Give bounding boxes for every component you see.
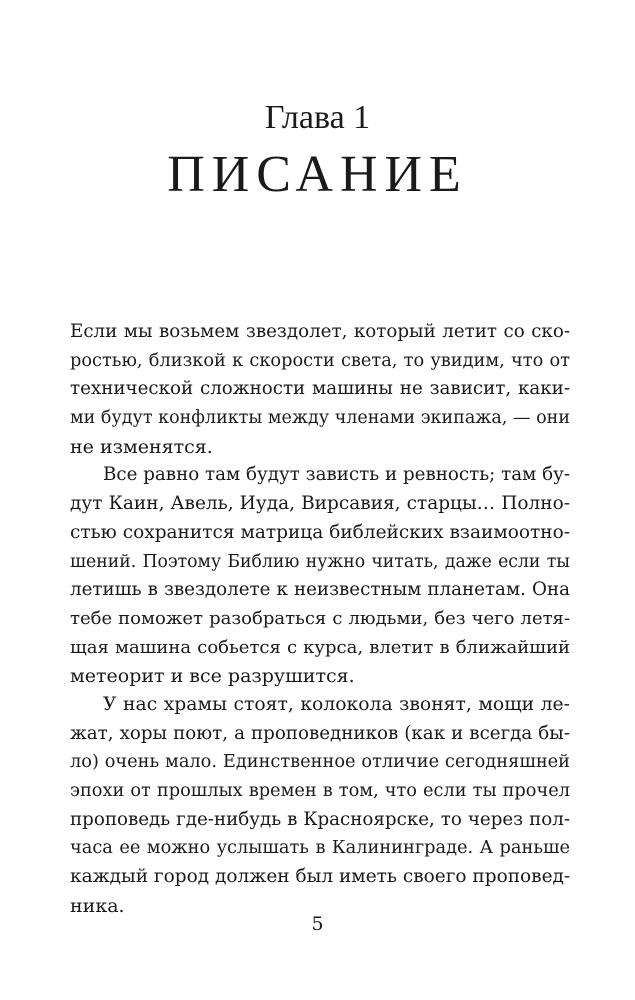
text-line: эпохи от прошлых времен в том, что если ты прочел bbox=[70, 781, 570, 801]
text-line: летишь в звездолете к неизвестным планетам. Она bbox=[70, 579, 570, 601]
text-line: ми будут конфликты между членами экипажа, — они bbox=[70, 408, 570, 429]
paragraph-2 bbox=[70, 461, 570, 691]
paragraph-3 bbox=[70, 691, 570, 921]
text-line: технической сложности машины не зависит, каки- bbox=[70, 378, 570, 400]
text-line: не изменятся. bbox=[70, 435, 213, 458]
chapter-label: Глава 1 bbox=[264, 99, 371, 136]
text-line: проповедь где-нибудь в Красноярске, то через пол- bbox=[70, 808, 570, 830]
chapter-title: ПИСАНИЕ bbox=[167, 146, 468, 203]
text-line: часа ее можно услышать в Калининграде. А раньше bbox=[70, 838, 570, 859]
text-line: ростью, близкой к скорости света, то увидим, что от bbox=[70, 350, 570, 371]
body-text bbox=[70, 318, 570, 920]
text-line: дут Каин, Авель, Иуда, Вирсавия, старцы… Полно- bbox=[70, 493, 570, 515]
text-line: тебе поможет разобраться с людьми, без чего летя- bbox=[70, 607, 570, 629]
text-line: У нас храмы стоят, колокола звонят, мощи ле- bbox=[103, 693, 570, 715]
text-line: каждый город должен был иметь своего проповед- bbox=[70, 866, 571, 888]
paragraph-1 bbox=[70, 318, 570, 461]
text-line: стью сохранится матрица библейских взаимоотно- bbox=[70, 521, 570, 543]
text-line: шений. Поэтому Библию нужно читать, даже если ты bbox=[70, 551, 570, 572]
text-line: ника. bbox=[70, 894, 125, 917]
text-line: жат, хоры поют, а проповедников (как и всегда бы- bbox=[70, 722, 570, 744]
text-line: Все равно там будут зависть и ревность; там бу- bbox=[103, 464, 570, 486]
page-number: 5 bbox=[311, 913, 324, 935]
text-line: щая машина собьется с курса, влетит в ближайший bbox=[70, 636, 570, 658]
text-line: метеорит и все разрушится. bbox=[70, 665, 355, 688]
text-line: Если мы возьмем звездолет, который летит со ско- bbox=[70, 321, 570, 342]
text-line: ло) очень мало. Единственное отличие сегодняшней bbox=[70, 752, 570, 773]
